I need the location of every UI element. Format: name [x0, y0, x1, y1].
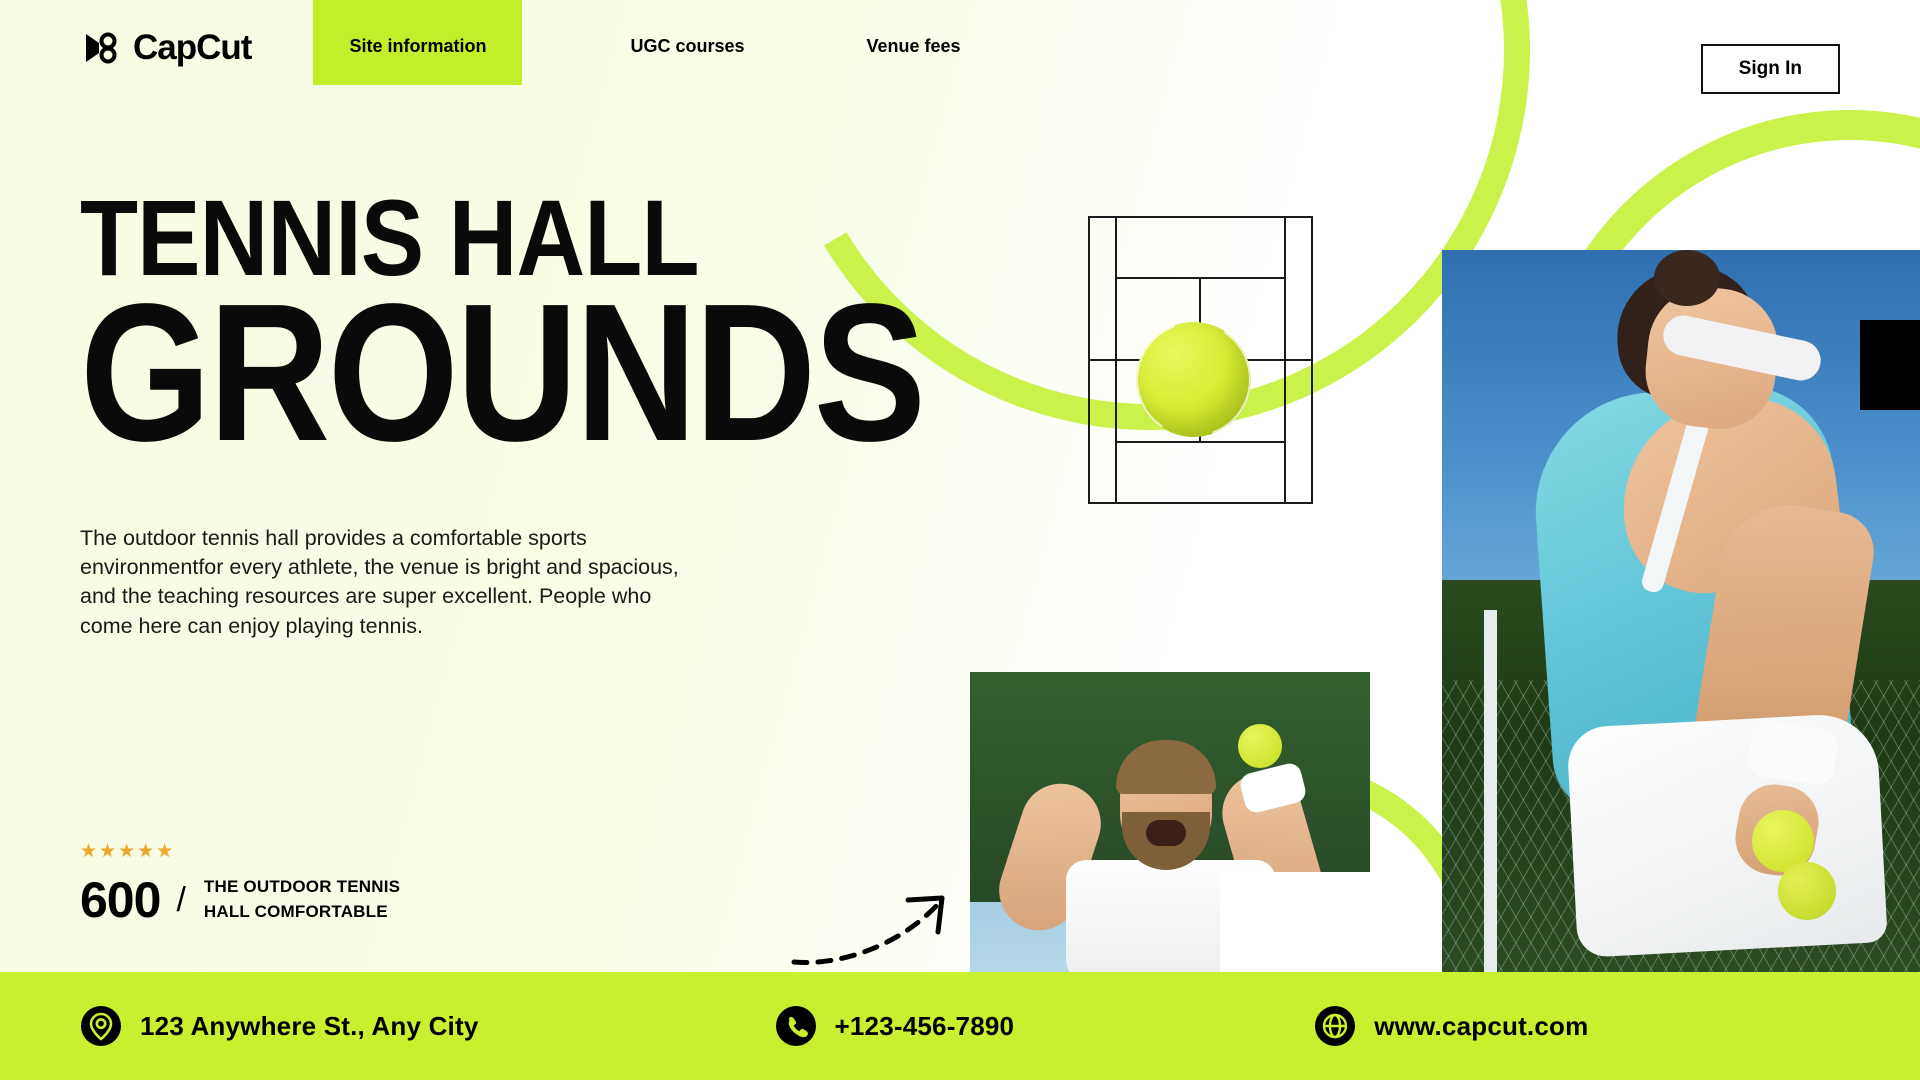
nav-item-ugc-courses[interactable]: UGC courses — [630, 36, 745, 56]
phone-icon — [775, 1005, 817, 1047]
hero-section — [80, 177, 924, 641]
brand[interactable] — [80, 28, 251, 68]
woman-tennis-player-photo — [1442, 250, 1920, 972]
dashed-arrow-icon — [790, 890, 960, 975]
footer-website[interactable] — [1314, 1005, 1588, 1047]
main-nav — [313, 0, 990, 85]
rating-block — [80, 840, 400, 929]
nav-item-venue-fees[interactable]: Venue fees — [866, 36, 961, 56]
page-title-line-2: GROUNDS — [80, 263, 924, 483]
rating-caption-line-1: THE OUTDOOR TENNIS — [203, 877, 401, 897]
star-rating-icon: ★★★★★ — [80, 841, 176, 862]
site-header — [0, 0, 1920, 92]
brand-name: CapCut — [133, 28, 252, 67]
nav-item-site-information[interactable]: Site information — [313, 0, 522, 85]
rating-caption — [204, 875, 400, 924]
rating-row — [80, 871, 400, 929]
contact-footer — [0, 972, 1920, 1080]
white-overlay-block — [1220, 872, 1380, 972]
rating-number: 600 — [80, 872, 161, 928]
capcut-logo-icon — [80, 28, 120, 68]
footer-phone-text: +123-456-7890 — [834, 1010, 1015, 1041]
black-accent-block — [1860, 320, 1920, 410]
page-title-line-1: TENNIS HALL — [80, 177, 699, 298]
footer-website-text: www.capcut.com — [1374, 1010, 1589, 1041]
hero-paragraph: The outdoor tennis hall provides a comfortable sports environmentfor every athlete, the venue is bright and spacious, and the teaching resources are super excellent. People who come here can enjoy playing tennis. — [80, 525, 679, 638]
rating-separator: / — [176, 880, 186, 919]
rating-caption-line-2: HALL COMFORTABLE — [203, 902, 388, 921]
footer-phone[interactable] — [775, 1005, 1015, 1047]
globe-icon — [1314, 1005, 1356, 1047]
footer-address-text: 123 Anywhere St., Any City — [140, 1010, 479, 1041]
sign-in-button[interactable]: Sign In — [1701, 44, 1840, 94]
footer-address[interactable] — [80, 1005, 479, 1047]
location-pin-icon — [80, 1005, 122, 1047]
tennis-ball-icon — [1136, 322, 1251, 437]
